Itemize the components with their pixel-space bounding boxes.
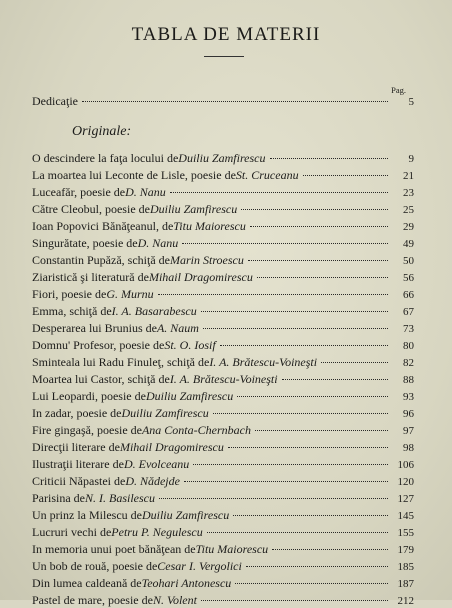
toc-entry (32, 168, 414, 183)
entry-title: Moartea lui Castor, schiţă de (32, 372, 170, 386)
entry-title: Direcţii literare de (32, 440, 120, 454)
page-title: TABLA DE MATERII (131, 24, 321, 45)
dot-leader (201, 600, 388, 601)
entry-title: Constantin Pupăză, schiţă de (32, 253, 170, 267)
entry-title: O descindere la faţa locului de (32, 151, 179, 165)
entry-title: Desperarea lui Brunius de (32, 321, 157, 335)
entry-title: Ioan Popovici Bănăţeanul, de (32, 219, 174, 233)
entry-page-number: 21 (403, 170, 414, 182)
dot-leader (158, 294, 388, 295)
dot-leader (82, 101, 388, 102)
toc-entry (32, 389, 414, 404)
entry-title: Din lumea caldeană de (32, 576, 142, 590)
entry-author: N. I. Basilescu (85, 491, 155, 505)
entry-title: Dedicaţie (32, 94, 78, 108)
toc-entry (32, 151, 414, 166)
toc-entry (32, 321, 414, 336)
entry-title: Lui Leopardi, poesie de (32, 389, 146, 403)
title-divider (204, 56, 244, 57)
entry-title: Sminteala lui Radu Finuleţ, schiţă de (32, 355, 210, 369)
entry-title: Fiori, poesie de (32, 287, 107, 301)
toc-entry (32, 236, 414, 251)
toc-entry (32, 304, 414, 319)
entry-page-number: 97 (403, 425, 414, 437)
entry-author: I. A. Brătescu-Voineşti (209, 355, 318, 369)
dot-leader (228, 447, 388, 448)
entry-author: Titu Maiorescu (173, 219, 246, 233)
entry-author: Cesar I. Vergolici (157, 559, 242, 573)
dot-leader (250, 226, 388, 227)
toc-entry (32, 219, 414, 234)
dot-leader (270, 158, 388, 159)
entry-author: Petru P. Negulescu (111, 525, 203, 539)
entry-page-number: 185 (397, 561, 414, 573)
entry-page-number: 23 (403, 187, 414, 199)
entry-author: Marin Stroescu (169, 253, 244, 267)
entry-author: St. Cruceanu (235, 168, 299, 182)
entry-page-number: 145 (397, 510, 414, 522)
entry-title: Fire gingaşă, poesie de (32, 423, 142, 437)
entry-page-number: 179 (397, 544, 414, 556)
toc-entry (32, 542, 414, 557)
dot-leader (213, 413, 388, 414)
toc-entry-dedication (32, 94, 414, 109)
dot-leader (248, 260, 388, 261)
entry-author: Ana Conta-Chernbach (141, 423, 251, 437)
entry-page-number: 96 (403, 408, 414, 420)
entry-author: Duiliu Zamfirescu (149, 202, 238, 216)
entry-author: A. Naum (156, 321, 199, 335)
toc-entry (32, 474, 414, 489)
entry-author: D. Nanu (125, 185, 166, 199)
entry-author: N. Volent (152, 593, 197, 607)
dot-leader (257, 277, 388, 278)
entry-title: Ziaristică şi literatură de (32, 270, 149, 284)
entry-title: Domnu' Profesor, poesie de (32, 338, 165, 352)
toc-entry (32, 338, 414, 353)
toc-entry (32, 491, 414, 506)
entry-page-number: 80 (403, 340, 414, 352)
entry-title: In zadar, poesie de (32, 406, 122, 420)
entry-page-number: 49 (403, 238, 414, 250)
entry-page-number: 25 (403, 204, 414, 216)
toc-entry (32, 457, 414, 472)
entry-title: Parisina de (32, 491, 85, 505)
entry-title: Pastel de mare, poesie de (32, 593, 153, 607)
dot-leader (246, 566, 388, 567)
dot-leader (207, 532, 388, 533)
entry-page-number: 73 (403, 323, 414, 335)
entry-author: Mihail Dragomirescu (148, 270, 253, 284)
dot-leader (201, 311, 388, 312)
entry-page-number: 56 (403, 272, 414, 284)
entry-page-number: 187 (397, 578, 414, 590)
entry-page-number: 88 (403, 374, 414, 386)
toc-entry (32, 372, 414, 387)
entry-page-number: 5 (408, 96, 414, 108)
dot-leader (182, 243, 388, 244)
dot-leader (237, 396, 388, 397)
entry-page-number: 82 (403, 357, 414, 369)
entry-title: La moartea lui Leconte de Lisle, poesie de (32, 168, 236, 182)
dot-leader (321, 362, 388, 363)
entry-page-number: 127 (397, 493, 414, 505)
entry-author: Duiliu Zamfirescu (145, 389, 234, 403)
entry-page-number: 98 (403, 442, 414, 454)
dot-leader (203, 328, 388, 329)
dot-leader (193, 464, 388, 465)
entry-author: Duiliu Zamfirescu (141, 508, 230, 522)
entry-title: Un bob de rouă, poesie de (32, 559, 158, 573)
dot-leader (241, 209, 388, 210)
entry-page-number: 67 (403, 306, 414, 318)
entry-author: D. Nanu (137, 236, 179, 250)
entry-author: Mihail Dragomirescu (119, 440, 224, 454)
entry-author: Duiliu Zamfirescu (178, 151, 266, 165)
dot-leader (159, 498, 388, 499)
toc-entry (32, 559, 414, 574)
entry-author: I. A. Brătescu-Voineşti (169, 372, 278, 386)
entry-page-number: 120 (397, 476, 414, 488)
entry-title: Luceafăr, poesie de (32, 185, 126, 199)
toc-entry (32, 202, 414, 217)
entry-page-number: 9 (408, 153, 414, 165)
page-column-label: Pag. (391, 85, 406, 95)
dot-leader (170, 192, 388, 193)
entry-page-number: 93 (403, 391, 414, 403)
toc-entry (32, 185, 414, 200)
toc-entry (32, 406, 414, 421)
toc-entry (32, 423, 414, 438)
dot-leader (184, 481, 388, 482)
toc-entry (32, 287, 414, 302)
entry-title: Criticii Năpastei de (32, 474, 126, 488)
toc-entry (32, 355, 414, 370)
dot-leader (272, 549, 388, 550)
entry-title: Lucruri vechi de (32, 525, 112, 539)
toc-entry (32, 440, 414, 455)
entry-title: Un prinz la Milescu de (32, 508, 142, 522)
toc-entry (32, 253, 414, 268)
dot-leader (233, 515, 388, 516)
dot-leader (255, 430, 388, 431)
entry-author: D. Evolceanu (123, 457, 190, 471)
entry-page-number: 106 (397, 459, 414, 471)
section-heading: Originale: (72, 124, 132, 139)
dot-leader (235, 583, 388, 584)
toc-entry (32, 508, 414, 523)
entry-page-number: 66 (403, 289, 414, 301)
entry-title: In memoria unui poet bănăţean de (32, 542, 196, 556)
entry-author: Titu Maiorescu (195, 542, 269, 556)
dot-leader (303, 175, 388, 176)
entry-page-number: 29 (403, 221, 414, 233)
entry-page-number: 212 (397, 595, 414, 607)
entry-author: Teohari Antonescu (141, 576, 232, 590)
toc-entry (32, 525, 414, 540)
entry-title: Singurătate, poesie de (32, 236, 138, 250)
entry-author: D. Nădejde (125, 474, 180, 488)
dot-leader (282, 379, 388, 380)
entry-page-number: 50 (403, 255, 414, 267)
entry-author: Duiliu Zamfirescu (121, 406, 209, 420)
toc-entry (32, 270, 414, 285)
toc-entry (32, 593, 414, 608)
entry-title: Ilustraţii literare de (32, 457, 124, 471)
dot-leader (220, 345, 388, 346)
toc-entry (32, 576, 414, 591)
entry-author: St. O. Iosif (164, 338, 216, 352)
entry-title: Emma, schiţă de (32, 304, 112, 318)
entry-page-number: 155 (397, 527, 414, 539)
entry-author: I. A. Basarabescu (111, 304, 197, 318)
entry-title: Către Cleobul, poesie de (32, 202, 150, 216)
entry-author: G. Murnu (106, 287, 154, 301)
